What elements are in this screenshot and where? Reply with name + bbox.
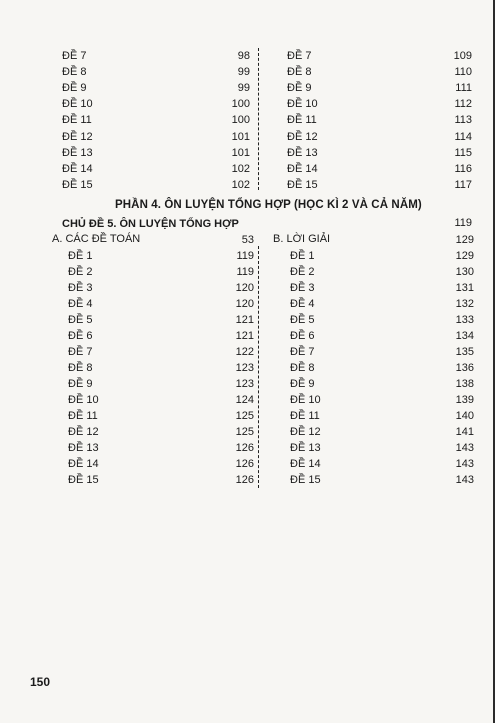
toc-entry-page: 130 [455,266,474,278]
toc-entry-label: ĐỀ 6 [290,330,315,342]
toc-entry-label: ĐỀ 11 [290,410,320,422]
toc-entry-page: 126 [235,474,254,486]
toc-entry-page: 100 [231,114,250,127]
toc-entry-label: ĐỀ 14 [287,162,318,175]
toc-entry-label: ĐỀ 13 [290,442,321,454]
section-b-label: B. LỜI GIẢI [273,233,331,245]
toc-entry-label: ĐỀ 10 [287,98,318,111]
toc-entry-page: 116 [454,162,472,175]
toc-entry-page: 138 [455,378,474,390]
toc-entry-page: 100 [231,98,250,111]
toc-entry-page: 126 [235,442,254,454]
section-a-label: A. CÁC ĐỀ TOÁN [52,233,141,245]
toc-entry-label: ĐỀ 15 [290,474,321,486]
toc-entry-label: ĐỀ 15 [68,474,99,486]
toc-entry-label: ĐỀ 13 [62,146,93,159]
toc-entry-page: 135 [455,346,474,358]
toc-entry-page: 123 [235,362,254,374]
toc-entry-page: 98 [237,50,250,62]
part-heading: PHẦN 4. ÔN LUYỆN TỔNG HỢP (HỌC KÌ 2 VÀ CẢ NĂM) [115,199,422,211]
toc-entry-label: ĐỀ 9 [62,82,87,95]
toc-entry-page: 143 [455,458,474,470]
toc-entry-label: ĐỀ 5 [290,314,315,326]
toc-entry-label: ĐỀ 13 [287,146,318,159]
column-divider-top [258,48,259,190]
toc-entry-label: ĐỀ 1 [68,250,93,262]
toc-entry-page: 120 [235,298,254,310]
toc-entry-label: ĐỀ 8 [68,362,93,374]
toc-page: ĐỀ 7 98 ĐỀ 8 99 ĐỀ 9 99 ĐỀ 10 100 ĐỀ 11 100 ĐỀ 12 101 ĐỀ 13 101 ĐỀ 14 102 ĐỀ 15 102 ĐỀ 7 109 ĐỀ 8 110 ĐỀ 9 111 ĐỀ 10 112 ĐỀ 11 113 ĐỀ 12 114 ĐỀ 13 115 ĐỀ 14 116 ĐỀ 15 117 PHẦN 4. ÔN LUYỆN TỔNG HỢP (HỌC KÌ 2 VÀ CẢ NĂM) CHỦ ĐỀ 5. ÔN LUYỆN TỔNG HỢP 119 A. CÁC ĐỀ TOÁN 53 B. LỜI GIẢI 129 ĐỀ 1 119 ĐỀ 2 119 ĐỀ 3 120 ĐỀ 4 120 ĐỀ 5 121 ĐỀ 6 121 ĐỀ 7 122 ĐỀ 8 123 ĐỀ 9 123 ĐỀ 10 124 ĐỀ 11 125 ĐỀ 12 125 ĐỀ 13 126 ĐỀ 14 126 ĐỀ 15 126 ĐỀ 1 129 ĐỀ 2 130 ĐỀ 3 131 ĐỀ 4 132 ĐỀ 5 133 ĐỀ 6 134 ĐỀ 7 135 ĐỀ 8 136 ĐỀ 9 138 ĐỀ 10 139 ĐỀ 11 140 ĐỀ 12 141 ĐỀ 13 143 ĐỀ 14 143 ĐỀ 15 143 150 [0,0,495,723]
toc-entry-page: 125 [235,410,254,422]
toc-entry-page: 102 [231,162,250,175]
toc-entry-page: 119 [236,266,254,278]
toc-entry-page: 134 [455,330,474,342]
toc-entry-page: 102 [231,178,250,191]
toc-entry-label: ĐỀ 8 [62,66,87,79]
toc-entry-page: 124 [235,394,254,406]
toc-entry-label: ĐỀ 8 [290,362,315,374]
toc-entry-label: ĐỀ 13 [68,442,99,454]
toc-entry-label: ĐỀ 8 [287,66,312,79]
toc-entry-page: 115 [454,146,472,159]
toc-entry-label: ĐỀ 2 [290,266,315,278]
toc-entry-label: ĐỀ 2 [68,266,93,278]
toc-entry-label: ĐỀ 14 [62,162,93,175]
toc-entry-label: ĐỀ 3 [68,282,93,294]
toc-entry-page: 132 [455,298,474,310]
toc-entry-label: ĐỀ 3 [290,282,315,294]
toc-entry-label: ĐỀ 7 [68,346,93,358]
toc-entry-page: 126 [235,458,254,470]
toc-entry-page: 113 [454,114,472,127]
toc-entry-page: 101 [231,130,250,143]
toc-entry-label: ĐỀ 11 [62,114,92,127]
column-divider-bottom [258,246,259,488]
toc-entry-label: ĐỀ 14 [290,458,321,470]
toc-entry-page: 110 [454,66,472,79]
toc-entry-label: ĐỀ 9 [290,378,315,390]
toc-entry-page: 101 [231,146,250,159]
toc-entry-label: ĐỀ 7 [62,50,87,62]
toc-entry-page: 136 [455,362,474,374]
toc-entry-page: 117 [454,178,472,191]
toc-entry-page: 143 [455,474,474,486]
toc-entry-label: ĐỀ 9 [287,82,312,95]
toc-entry-label: ĐỀ 4 [68,298,93,310]
toc-entry-page: 112 [454,98,472,111]
toc-entry-label: ĐỀ 10 [62,98,93,111]
toc-entry-page: 119 [236,250,254,262]
toc-entry-page: 129 [455,250,474,262]
toc-entry-label: ĐỀ 5 [68,314,93,326]
toc-entry-page: 114 [454,130,472,143]
toc-entry-label: ĐỀ 11 [68,410,98,422]
toc-entry-page: 122 [235,346,254,358]
toc-entry-label: ĐỀ 7 [290,346,315,358]
toc-entry-label: ĐỀ 4 [290,298,315,310]
toc-entry-label: ĐỀ 9 [68,378,93,390]
toc-entry-label: ĐỀ 12 [290,426,321,438]
toc-entry-label: ĐỀ 15 [62,178,93,191]
toc-entry-label: ĐỀ 15 [287,178,318,191]
toc-entry-page: 139 [455,394,474,406]
toc-entry-page: 109 [453,50,472,62]
toc-entry-label: ĐỀ 12 [287,130,318,143]
toc-entry-page: 120 [235,282,254,294]
toc-entry-label: ĐỀ 10 [290,394,321,406]
toc-entry-page: 143 [455,442,474,454]
toc-entry-page: 133 [455,314,474,326]
toc-entry-label: ĐỀ 7 [287,50,312,62]
toc-entry-label: ĐỀ 6 [68,330,93,342]
toc-entry-page: 140 [455,410,474,422]
toc-entry-page: 99 [237,66,250,79]
page-number: 150 [30,675,51,689]
toc-entry-page: 131 [455,282,474,294]
toc-entry-page: 123 [235,378,254,390]
toc-entry-label: ĐỀ 1 [290,250,315,262]
toc-entry-label: ĐỀ 11 [287,114,317,127]
toc-entry-page: 125 [235,426,254,438]
toc-entry-label: ĐỀ 12 [68,426,99,438]
toc-entry-label: ĐỀ 14 [68,458,99,470]
toc-entry-page: 99 [237,82,250,95]
toc-entry-page: 121 [235,314,254,326]
topic-label: CHỦ ĐỀ 5. ÔN LUYỆN TỔNG HỢP [62,218,239,230]
toc-entry-label: ĐỀ 10 [68,394,99,406]
toc-entry-page: 141 [455,426,474,438]
toc-entry-page: 121 [235,330,254,342]
toc-entry-page: 111 [455,82,472,95]
toc-entry-label: ĐỀ 12 [62,130,93,143]
